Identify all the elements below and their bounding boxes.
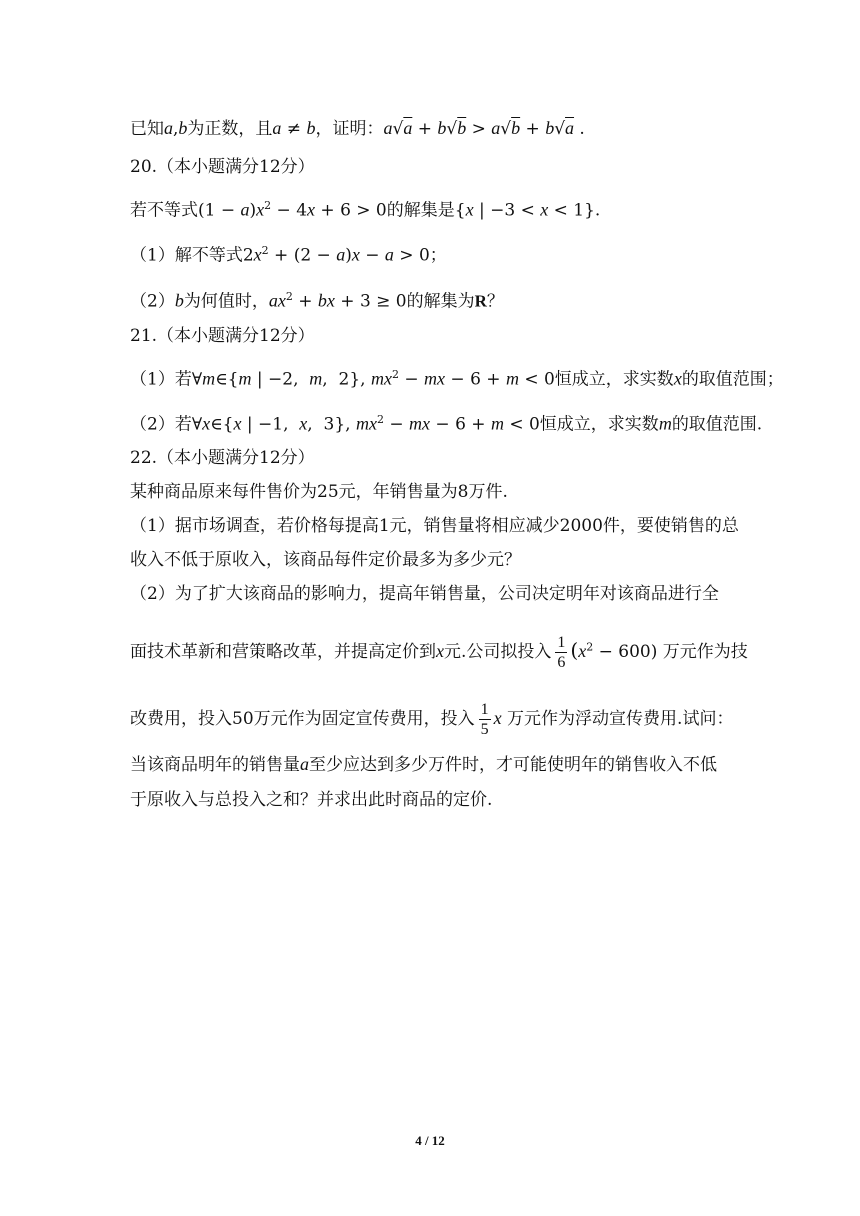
problem-22-part-1-line-1: （1）据市场调查，若价格每提高1元，销售量将相应减少2000件，要使销售的总	[130, 516, 739, 536]
problem-20-part-1: （1）解不等式$2x^2 + (2 - a)x - a > 0$；	[130, 244, 447, 266]
problem-22-part-2-line-4: 当该商品明年的销售量a至少应达到多少万件时，才可能使明年的销售收入不低	[130, 754, 717, 775]
problem-22-part-2-line-1: （2）为了扩大该商品的影响力，提高年销售量，公司决定明年对该商品进行全	[130, 584, 719, 604]
problem-22-heading: 22.（本小题满分12分）	[130, 448, 315, 468]
problem-22-part-2-line-5: 于原收入与总投入之和？并求出此时商品的定价.	[130, 790, 493, 810]
problem-22-part-2-line-2: 面技术革新和营策略改革，并提高定价到x元.公司拟投入 $\frac{1}{6}$ $(x^2 - 600)$ 万元作为技	[130, 634, 748, 671]
problem-22-part-1-line-2: 收入不低于原收入，该商品每件定价最多为多少元？	[130, 550, 521, 570]
fraction-one-fifth: $\frac{1}{5}$	[480, 701, 489, 738]
problem-20-part-2: （2）b为何值时，$ax^2$ + bx + 3 ≥ 0的解集为R？	[130, 290, 504, 312]
problem-22-statement: 某种商品原来每件售价为25元，年销售量为8万件.	[130, 482, 508, 502]
problem-21-part-2: （2）若∀x∈{x | −1, x, 3}, $mx^2$ − mx − 6 + m < 0恒成立，求实数m的取值范围.	[130, 413, 763, 435]
page-number: 4 / 12	[415, 1133, 445, 1148]
problem-20-statement: 若不等式$(1 - a)x^2 - 4x + 6 > 0$的解集是{x | −3 < x < 1}.	[130, 199, 601, 221]
problem-22-part-2-line-3: 改费用，投入50万元作为固定宣传费用，投入 $\frac{1}{5}$ x 万元作为浮动宣传费用.试问：	[130, 701, 734, 738]
problem-20-heading: 20.（本小题满分12分）	[130, 157, 315, 177]
problem-21-heading: 21.（本小题满分12分）	[130, 326, 315, 346]
problem-19-statement: 已知a,b为正数，且a ≠ b，证明：a√a + b√b > a√b + b√a .	[130, 118, 585, 139]
fraction-one-sixth: $\frac{1}{6}$	[557, 634, 566, 671]
problem-21-part-1: （1）若∀m∈{m | −2, m, 2}, $mx^2$ − mx − 6 + m < 0恒成立，求实数x的取值范围；	[130, 368, 784, 390]
